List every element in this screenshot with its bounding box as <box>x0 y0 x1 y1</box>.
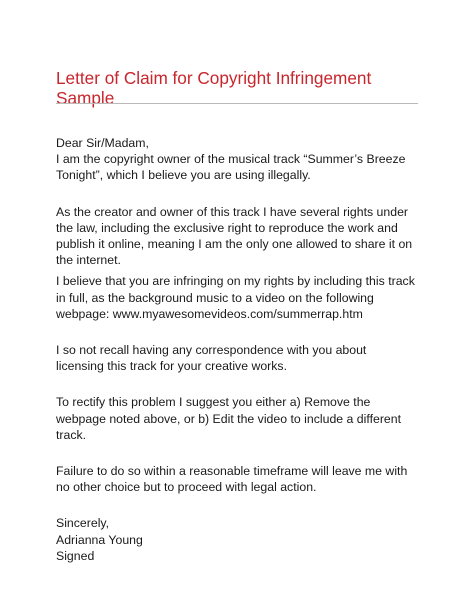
signer-name: Adrianna Young <box>56 532 143 547</box>
paragraph-line: the internet. <box>56 253 121 268</box>
paragraph-line: Tonight”, which I believe you are using illegally. <box>56 168 311 183</box>
paragraph-line: webpage noted above, or b) Edit the video to include a different <box>56 411 402 426</box>
title-underline <box>56 103 418 104</box>
letter-body <box>56 135 426 564</box>
paragraph-gap <box>56 322 426 342</box>
intro-paragraph <box>56 151 426 183</box>
paragraph-line: As the creator and owner of this track I have several rights under <box>56 204 409 219</box>
paragraph-line: Failure to do so within a reasonable timeframe will leave me with <box>56 464 408 479</box>
paragraph-line: I am the copyright owner of the musical track “Summer’s Breeze <box>56 152 406 167</box>
salutation-line: Dear Sir/Madam, <box>56 136 149 150</box>
paragraph-line: no other choice but to proceed with legal action. <box>56 480 317 495</box>
closing-block <box>56 515 426 564</box>
paragraph-line: To rectify this problem I suggest you either a) Remove the <box>56 395 371 410</box>
paragraph-gap <box>56 495 426 515</box>
paragraph-line: in full, as the background music to a video on the following <box>56 290 374 305</box>
remedy-paragraph <box>56 394 426 443</box>
infringement-paragraph <box>56 273 426 322</box>
signature-label: Signed <box>56 548 95 563</box>
paragraph-line: publish it online, meaning I am the only one allowed to share it on <box>56 237 413 252</box>
closing-valediction: Sincerely, <box>56 516 110 531</box>
paragraph-gap <box>56 184 426 204</box>
paragraph-line: webpage: www.myawesomevideos.com/summerrap.htm <box>56 306 363 321</box>
paragraph-gap <box>56 374 426 394</box>
paragraph-line: the law, including the exclusive right to reproduce the work and <box>56 220 398 235</box>
paragraph-gap <box>56 443 426 463</box>
warning-paragraph <box>56 463 426 495</box>
rights-paragraph <box>56 204 426 269</box>
correspondence-paragraph <box>56 342 426 374</box>
title-line: Sample <box>56 88 115 108</box>
paragraph-line: track. <box>56 427 87 442</box>
salutation <box>56 135 426 151</box>
paragraph-line: I believe that you are infringing on my rights by including this track <box>56 274 415 289</box>
paragraph-line: licensing this track for your creative works. <box>56 359 287 374</box>
letter-title <box>56 68 418 108</box>
paragraph-line: I so not recall having any correspondence with you about <box>56 343 367 358</box>
title-line: Letter of Claim for Copyright Infringement <box>56 68 372 88</box>
